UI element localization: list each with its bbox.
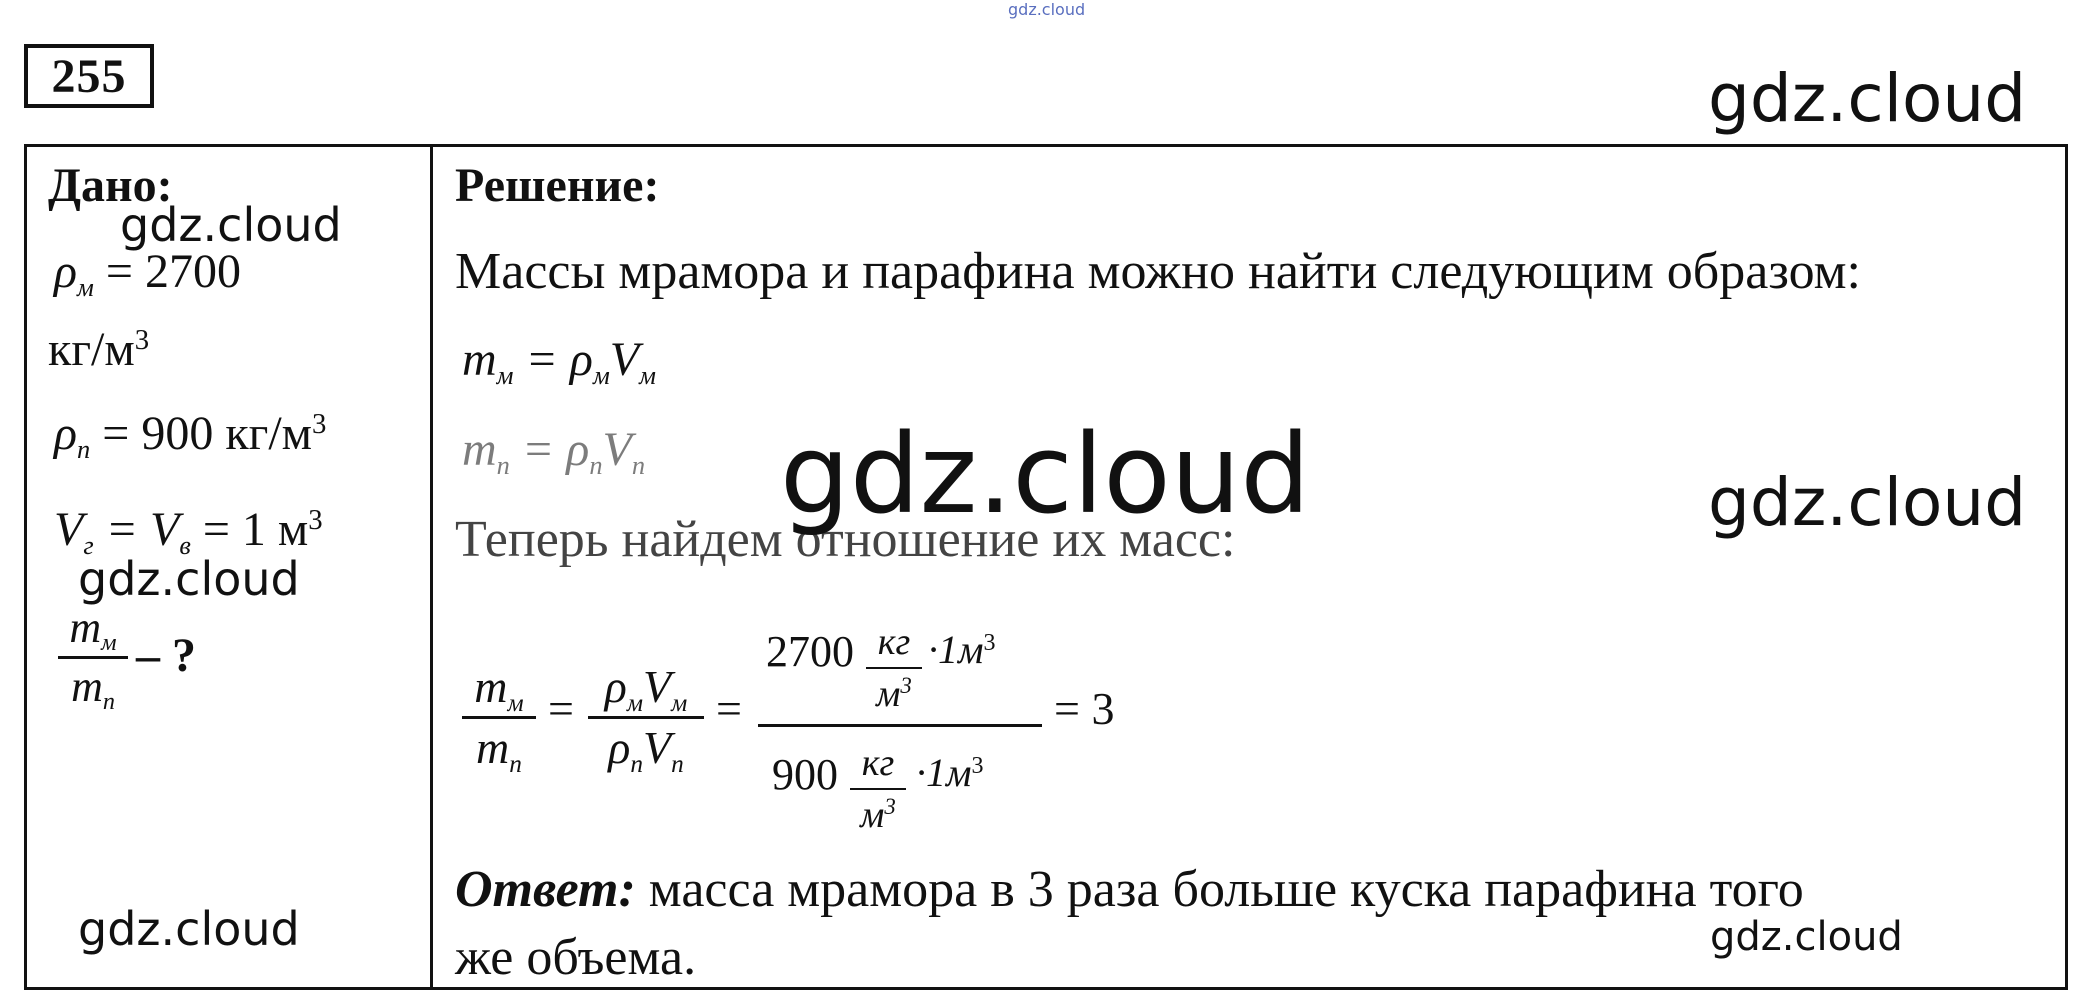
table-divider bbox=[430, 144, 433, 990]
given-find-question: – ? bbox=[136, 629, 196, 682]
watermark-given-3: gdz.cloud bbox=[78, 902, 300, 956]
num-unit-top: кг bbox=[877, 621, 911, 663]
formula-mass-paraffin: mп = ρпVп bbox=[462, 423, 646, 481]
watermark-top: gdz.cloud bbox=[1008, 0, 1086, 19]
den-tail: $\cdot 1м^3$ bbox=[916, 750, 984, 795]
num-unit-bot: $м^3$ bbox=[876, 673, 912, 715]
given-volume: Vг = Vв = 1 $м^3$ bbox=[54, 503, 323, 561]
num-tail: $\cdot 1м^3$ bbox=[928, 627, 996, 672]
watermark-bottom-right: gdz.cloud bbox=[1710, 914, 1903, 960]
den-unit-bot: $м^3$ bbox=[860, 794, 896, 836]
given-find-fraction: mм mп bbox=[58, 606, 128, 709]
given-heading: Дано: bbox=[48, 159, 173, 212]
ratio-mid-fraction: ρмVм ρпVп bbox=[588, 664, 704, 771]
given-rho-paraffin: ρп = 900 $кг/м^3$ bbox=[54, 407, 327, 465]
answer-line-1: Ответ: масса мрамора в 3 раза больше куска парафина того bbox=[455, 861, 1804, 918]
problem-number: 255 bbox=[24, 44, 154, 108]
watermark-right-top: gdz.cloud bbox=[1708, 60, 2027, 137]
num-value: 2700 bbox=[766, 627, 854, 676]
den-unit-top: кг bbox=[861, 742, 895, 784]
watermark-right-mid: gdz.cloud bbox=[1708, 464, 2027, 541]
solution-intro: Массы мрамора и парафина можно найти следующим образом: bbox=[455, 243, 1861, 300]
ratio-left-fraction: mм mп bbox=[462, 664, 536, 771]
watermark-center: gdz.cloud bbox=[780, 410, 1311, 538]
answer-line-2: же объема. bbox=[455, 929, 697, 986]
watermark-given-1: gdz.cloud bbox=[120, 198, 342, 252]
ratio-eq-1: = bbox=[548, 683, 574, 734]
ratio-result: = 3 bbox=[1054, 683, 1115, 734]
given-rho-marble-unit: $кг/м^3$ bbox=[48, 323, 150, 376]
den-value: 900 bbox=[772, 750, 838, 799]
solution-heading: Решение: bbox=[455, 159, 660, 212]
ratio-eq-2: = bbox=[716, 683, 742, 734]
ratio-intro: Теперь найдем отношение их масс: bbox=[455, 511, 1236, 568]
given-rho-marble: ρм = 2700 bbox=[54, 245, 241, 303]
ratio-numeric-fraction bbox=[758, 620, 1042, 837]
formula-mass-marble: mм = ρмVм bbox=[462, 333, 656, 391]
watermark-given-2: gdz.cloud bbox=[78, 552, 300, 606]
main-fraction-bar bbox=[758, 724, 1042, 727]
